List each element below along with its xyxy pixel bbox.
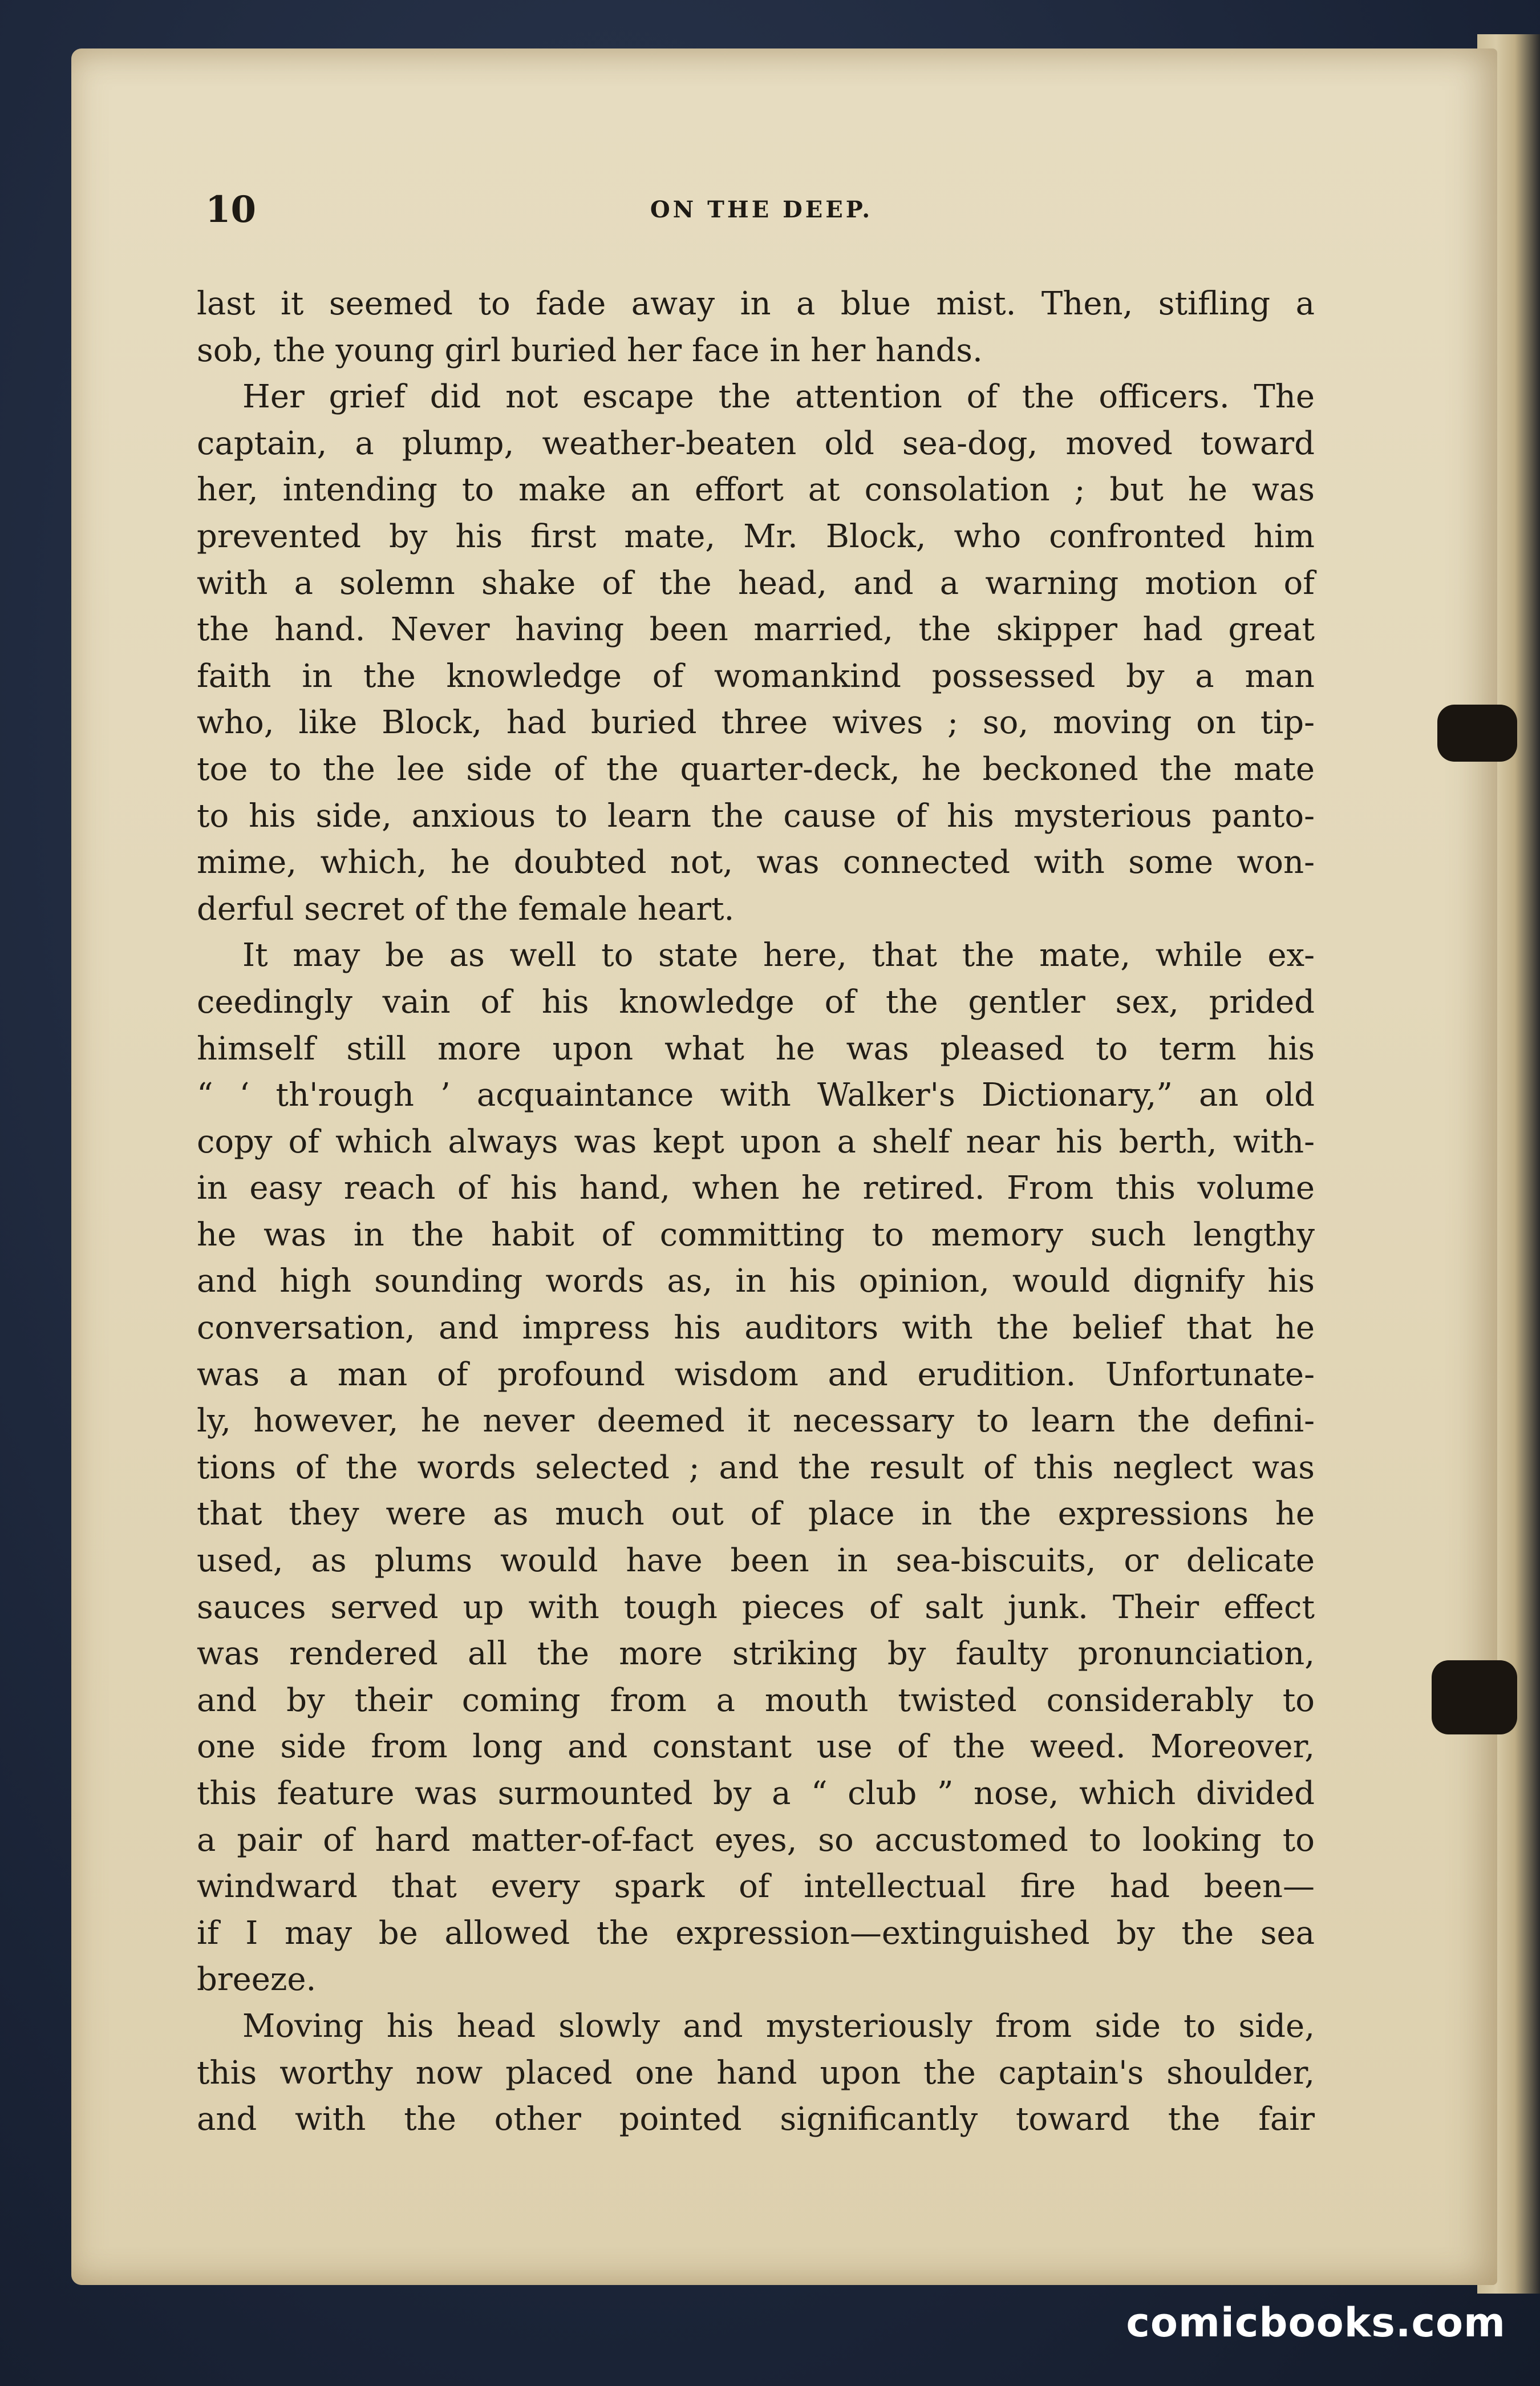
text-line: and high sounding words as, in his opinion, would dignify his	[197, 1263, 1315, 1300]
text-line: her, intending to make an effort at consolation ; but he was	[197, 471, 1315, 509]
text-line: Moving his head slowly and mysteriously from side to side,	[242, 2007, 1315, 2045]
text-line: It may be as well to state here, that the mate, while ex-	[242, 937, 1315, 974]
text-line: derful secret of the female heart.	[197, 890, 735, 928]
page-header	[205, 188, 1318, 240]
text-line: sauces served up with tough pieces of salt junk. Their effect	[197, 1588, 1315, 1626]
text-line: Her grief did not escape the attention of the officers. The	[242, 378, 1315, 416]
text-line: the hand. Never having been married, the skipper had great	[197, 611, 1315, 649]
running-head: ON THE DEEP.	[650, 196, 873, 223]
text-line: ly, however, he never deemed it necessary to learn the defini-	[197, 1402, 1315, 1440]
text-line: himself still more upon what he was pleased to term his	[197, 1030, 1315, 1067]
text-line: was rendered all the more striking by faulty pronunciation,	[197, 1635, 1315, 1673]
text-line: conversation, and impress his auditors with the belief that he	[197, 1309, 1315, 1347]
text-line: mime, which, he doubted not, was connected with some won-	[197, 844, 1315, 881]
text-line: a pair of hard matter-of-fact eyes, so accustomed to looking to	[197, 1821, 1315, 1859]
text-line: breeze.	[197, 1961, 317, 1999]
text-line: captain, a plump, weather-beaten old sea-dog, moved toward	[197, 424, 1315, 462]
text-line: copy of which always was kept upon a shelf near his berth, with-	[197, 1123, 1315, 1160]
text-line: one side from long and constant use of the weed. Moreover,	[197, 1728, 1315, 1766]
text-line: and by their coming from a mouth twisted considerably to	[197, 1681, 1315, 1719]
text-line: “ ‘ th'rough ’ acquaintance with Walker's Dictionary,” an old	[197, 1077, 1315, 1114]
text-line: toe to the lee side of the quarter-deck, he beckoned the mate	[197, 750, 1315, 788]
text-line: that they were as much out of place in the expressions he	[197, 1495, 1315, 1533]
text-line: he was in the habit of committing to memory such lengthy	[197, 1216, 1315, 1253]
text-line: this worthy now placed one hand upon the captain's shoulder,	[197, 2054, 1315, 2092]
body-text	[197, 281, 1315, 2143]
text-line: windward that every spark of intellectual fire had been—	[197, 1868, 1315, 1906]
page-number: 10	[205, 188, 257, 231]
text-line: tions of the words selected ; and the result of this neglect was	[197, 1449, 1315, 1486]
text-line: with a solemn shake of the head, and a warning motion of	[197, 564, 1315, 602]
text-line: last it seemed to fade away in a blue mist. Then, stifling a	[197, 285, 1315, 322]
watermark: comicbooks.com	[1126, 2299, 1506, 2346]
text-line: faith in the knowledge of womankind possessed by a man	[197, 657, 1315, 695]
text-line: ceedingly vain of his knowledge of the gentler sex, prided	[197, 983, 1315, 1021]
text-line: who, like Block, had buried three wives ; so, moving on tip-	[197, 704, 1315, 742]
binding-thread-upper	[1437, 705, 1517, 762]
text-line: if I may be allowed the expression—extinguished by the sea	[197, 1914, 1315, 1952]
text-line: was a man of profound wisdom and erudition. Unfortunate-	[197, 1356, 1315, 1393]
text-line: sob, the young girl buried her face in her hands.	[197, 331, 983, 369]
text-line: and with the other pointed significantly toward the fair	[197, 2101, 1315, 2138]
text-line: in easy reach of his hand, when he retired. From this volume	[197, 1170, 1315, 1207]
text-line: to his side, anxious to learn the cause of his mysterious panto-	[197, 797, 1315, 835]
text-line: used, as plums would have been in sea-biscuits, or delicate	[197, 1542, 1315, 1580]
text-line: prevented by his first mate, Mr. Block, who confronted him	[197, 517, 1315, 555]
text-line: this feature was surmounted by a “ club ” nose, which divided	[197, 1775, 1315, 1812]
binding-thread-lower	[1432, 1660, 1517, 1734]
